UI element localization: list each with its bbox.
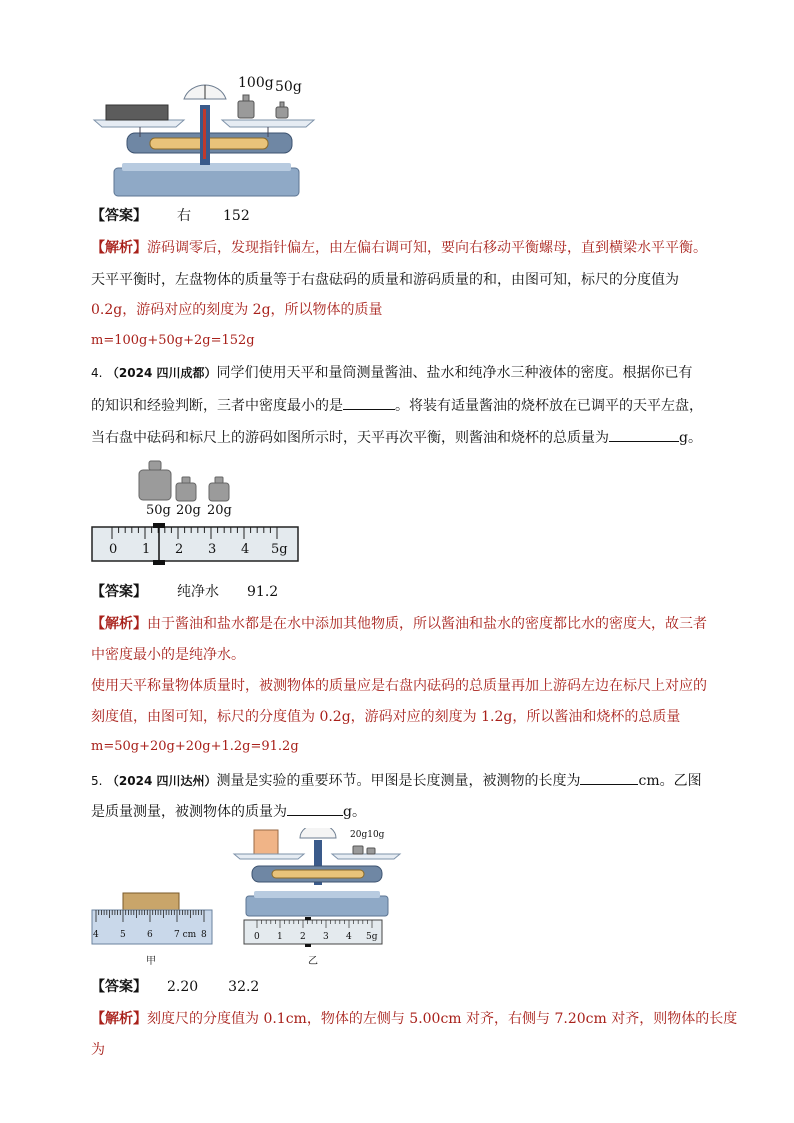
answer-value-2: 152: [223, 208, 250, 224]
weight-label-20g: 20g: [176, 503, 201, 518]
answer-5: [91, 977, 259, 997]
scale-tick-label: 5g: [271, 542, 288, 557]
question-4-line-3: [91, 427, 702, 448]
question-5-line-2: [91, 801, 366, 822]
question-number: 5.: [91, 774, 103, 788]
explanation-3-formula: m=100g+50g+2g=152g: [91, 333, 255, 348]
explanation-tag: 【解析】: [91, 240, 147, 256]
question-4-line-2: [91, 395, 703, 416]
question-text: 。将装有适量酱油的烧杯放在已调平的天平左盘，: [395, 398, 703, 414]
ruler-tick-label: 6: [147, 930, 153, 940]
explanation-5-line-1: [91, 1009, 737, 1029]
weight-label-50g: 50g: [275, 79, 302, 95]
ruler-figure-jia: [90, 890, 214, 970]
question-number: 4.: [91, 366, 103, 380]
question-text: g。: [679, 430, 702, 446]
weight-label-50g: 50g: [146, 503, 171, 518]
weight-label-100g: 100g: [238, 75, 274, 91]
question-text: g。: [343, 804, 366, 820]
question-text: 是质量测量，被测物体的质量为: [91, 804, 287, 820]
balance-figure-yi: [232, 828, 402, 968]
explanation-tag: 【解析】: [91, 616, 147, 632]
answer-value-1: 2.20: [167, 979, 199, 995]
scale-tick-label: 0: [254, 932, 260, 942]
scale-tick-label: 2: [300, 932, 306, 942]
answer-3: [91, 206, 250, 226]
explanation-tag: 【解析】: [91, 1011, 147, 1027]
answer-value-1: 纯净水: [177, 584, 219, 600]
explanation-4-line-2: 中密度最小的是纯净水。: [91, 647, 245, 663]
explanation-4-formula: m=50g+20g+20g+1.2g=91.2g: [91, 739, 299, 754]
question-5-line-1: [91, 770, 702, 791]
question-4-line-1: [91, 363, 692, 383]
ruler-tick-label: 5: [120, 930, 126, 940]
answer-blank[interactable]: [580, 770, 638, 785]
scale-tick-label: 3: [208, 542, 217, 557]
answer-value-1: 右: [177, 208, 191, 224]
weight-label-20g10g: 20g10g: [350, 830, 385, 840]
explanation-5-line-2: 为: [91, 1042, 105, 1058]
answer-tag: 【答案】: [91, 208, 147, 224]
balance-figure-1: [92, 75, 322, 200]
scale-tick-label: 4: [241, 542, 250, 557]
ruler-tick-label: 8: [201, 930, 207, 940]
answer-tag: 【答案】: [91, 979, 147, 995]
answer-tag: 【答案】: [91, 584, 147, 600]
explanation-3-line-1: [91, 238, 707, 258]
scale-tick-label: 4: [346, 932, 352, 942]
weight-label-20g: 20g: [207, 503, 232, 518]
ruler-tick-label: 7 cm: [174, 930, 197, 940]
explanation-text: 由于酱油和盐水都是在水中添加其他物质，所以酱油和盐水的密度都比水的密度大，故三者: [147, 616, 707, 632]
explanation-4-line-1: [91, 614, 707, 634]
question-text: 的知识和经验判断，三者中密度最小的是: [91, 398, 343, 414]
explanation-text: 游码调零后，发现指针偏左，由左偏右调可知，要向右移动平衡螺母，直到横梁水平平衡。: [147, 240, 707, 256]
explanation-text: 刻度尺的分度值为 0.1cm，物体的左侧与 5.00cm 对齐，右侧与 7.20cm 对齐，则物体的长度: [147, 1011, 738, 1027]
question-text: 测量是实验的重要环节。甲图是长度测量，被测物的长度为: [216, 773, 581, 789]
explanation-4-line-4: 刻度值，由图可知，标尺的分度值为 0.2g，游码对应的刻度为 1.2g，所以酱油和烧杯的总质量: [91, 709, 681, 725]
answer-4: [91, 582, 278, 602]
scale-tick-label: 2: [175, 542, 184, 557]
scale-tick-label: 1: [142, 542, 151, 557]
question-source: （2024 四川达州）: [106, 774, 217, 788]
answer-blank[interactable]: [287, 801, 343, 816]
explanation-4-line-3: 使用天平称量物体质量时，被测物体的质量应是右盘内砝码的总质量再加上游码左边在标尺上对应的: [91, 678, 707, 694]
scale-tick-label: 1: [277, 932, 283, 942]
answer-value-2: 32.2: [228, 979, 260, 995]
figure-caption-jia: 甲: [146, 956, 156, 967]
scale-tick-label: 0: [109, 542, 118, 557]
weights-scale-figure: [91, 458, 301, 568]
scale-tick-label: 5g: [366, 932, 378, 942]
answer-value-2: 91.2: [247, 584, 279, 600]
scale-numbers: [91, 542, 301, 560]
ruler-tick-label: 4: [93, 930, 99, 940]
explanation-3-line-2: 天平平衡时，左盘物体的质量等于右盘砝码的质量和游码质量的和，由图可知，标尺的分度值为: [91, 272, 679, 288]
question-source: （2024 四川成都）: [106, 366, 217, 380]
explanation-3-line-3: 0.2g，游码对应的刻度为 2g，所以物体的质量: [91, 302, 383, 318]
question-text: 当右盘中砝码和标尺上的游码如图所示时，天平再次平衡，则酱油和烧杯的总质量为: [91, 430, 609, 446]
scale-tick-label: 3: [323, 932, 329, 942]
figure-caption-yi: 乙: [308, 956, 318, 967]
answer-blank[interactable]: [609, 427, 679, 442]
answer-blank[interactable]: [343, 395, 395, 410]
question-text: cm。乙图: [638, 773, 702, 789]
question-text: 同学们使用天平和量筒测量酱油、盐水和纯净水三种液体的密度。根据你已有: [216, 365, 693, 381]
